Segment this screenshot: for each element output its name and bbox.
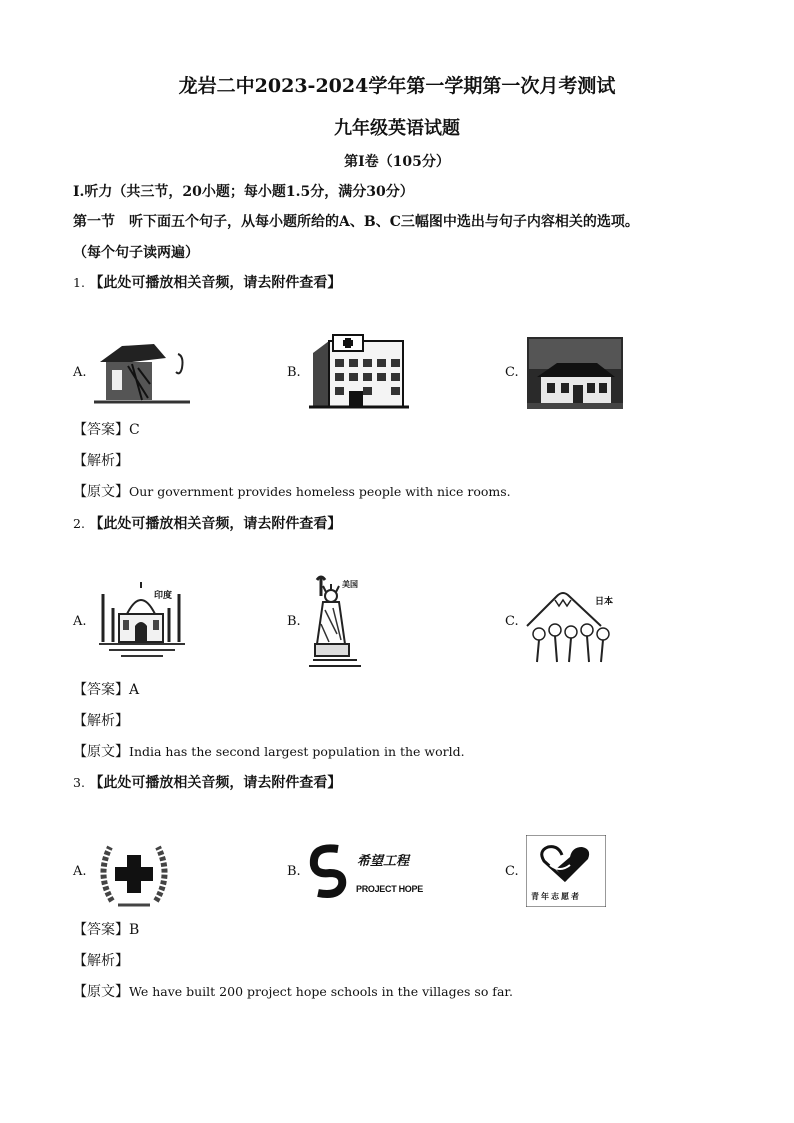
question-1 bbox=[73, 274, 341, 292]
option-a-label[interactable]: A. bbox=[73, 864, 87, 879]
original-3 bbox=[73, 983, 513, 1001]
volunteer-caption: 青年志愿者 bbox=[531, 891, 581, 901]
answer-value: B bbox=[129, 922, 140, 938]
analysis-label-1: 【解析】 bbox=[73, 453, 129, 469]
caption-usa: 美国 bbox=[342, 579, 358, 589]
project-hope-english: PROJECT HOPE bbox=[356, 884, 423, 894]
original-label: 【原文】 bbox=[73, 484, 129, 500]
hospital-picture[interactable] bbox=[309, 333, 409, 409]
question-number: 2. bbox=[73, 516, 85, 531]
answer-value: A bbox=[129, 682, 140, 698]
taj-mahal-picture[interactable] bbox=[95, 580, 189, 660]
question-2 bbox=[73, 515, 341, 533]
answer-value: C bbox=[129, 422, 140, 438]
audio-prompt[interactable]: 【此处可播放相关音频，请去附件查看】 bbox=[89, 275, 342, 291]
question-number: 3. bbox=[73, 775, 85, 790]
original-1 bbox=[73, 483, 511, 501]
part-instruction: 第一节 听下面五个句子，从每小题所给的A、B、C三幅图中选出与句子内容相关的选项。 bbox=[73, 214, 639, 230]
analysis-label-2: 【解析】 bbox=[73, 713, 129, 729]
option-c-label[interactable]: C. bbox=[505, 365, 519, 380]
page-title: 龙岩二中2023-2024学年第一学期第一次月考测试 bbox=[178, 75, 616, 97]
option-b-label[interactable]: B. bbox=[287, 864, 301, 879]
house-picture[interactable] bbox=[527, 337, 623, 409]
page-subtitle: 九年级英语试题 bbox=[334, 118, 460, 139]
project-hope-chinese: 希望工程 bbox=[357, 854, 410, 869]
original-text: We have built 200 project hope schools in the villages so far. bbox=[129, 984, 513, 999]
answer-label: 【答案】 bbox=[73, 922, 129, 938]
broken-hut-picture[interactable] bbox=[92, 340, 192, 406]
red-cross-emblem-picture[interactable] bbox=[94, 835, 174, 911]
caption-japan: 日本 bbox=[595, 597, 614, 607]
original-text: Our government provides homeless people with nice rooms. bbox=[129, 484, 511, 499]
answer-1 bbox=[73, 421, 140, 439]
project-hope-logo-picture[interactable] bbox=[308, 843, 352, 899]
option-c-label[interactable]: C. bbox=[505, 864, 519, 879]
analysis-label-3: 【解析】 bbox=[73, 953, 129, 969]
answer-label: 【答案】 bbox=[73, 682, 129, 698]
original-label: 【原文】 bbox=[73, 744, 129, 760]
audio-prompt[interactable]: 【此处可播放相关音频，请去附件查看】 bbox=[89, 775, 342, 791]
option-c-label[interactable]: C. bbox=[505, 614, 519, 629]
option-a-label[interactable]: A. bbox=[73, 614, 87, 629]
audio-prompt[interactable]: 【此处可播放相关音频，请去附件查看】 bbox=[89, 516, 342, 532]
caption-india: 印度 bbox=[154, 591, 173, 601]
option-b-label[interactable]: B. bbox=[287, 365, 301, 380]
volume-label: 第Ⅰ卷（105分） bbox=[344, 154, 450, 170]
option-b-label[interactable]: B. bbox=[287, 614, 301, 629]
option-a-label[interactable]: A. bbox=[73, 365, 87, 380]
question-3 bbox=[73, 774, 341, 792]
answer-label: 【答案】 bbox=[73, 422, 129, 438]
section-heading: Ⅰ.听力（共三节，20小题；每小题1.5分，满分30分） bbox=[73, 184, 414, 200]
part-instruction-note: （每个句子读两遍） bbox=[73, 245, 199, 261]
original-text: India has the second largest population in the world. bbox=[129, 744, 465, 759]
answer-3 bbox=[73, 921, 139, 939]
original-label: 【原文】 bbox=[73, 984, 129, 1000]
original-2 bbox=[73, 743, 465, 761]
answer-2 bbox=[73, 681, 139, 699]
question-number: 1. bbox=[73, 275, 85, 290]
